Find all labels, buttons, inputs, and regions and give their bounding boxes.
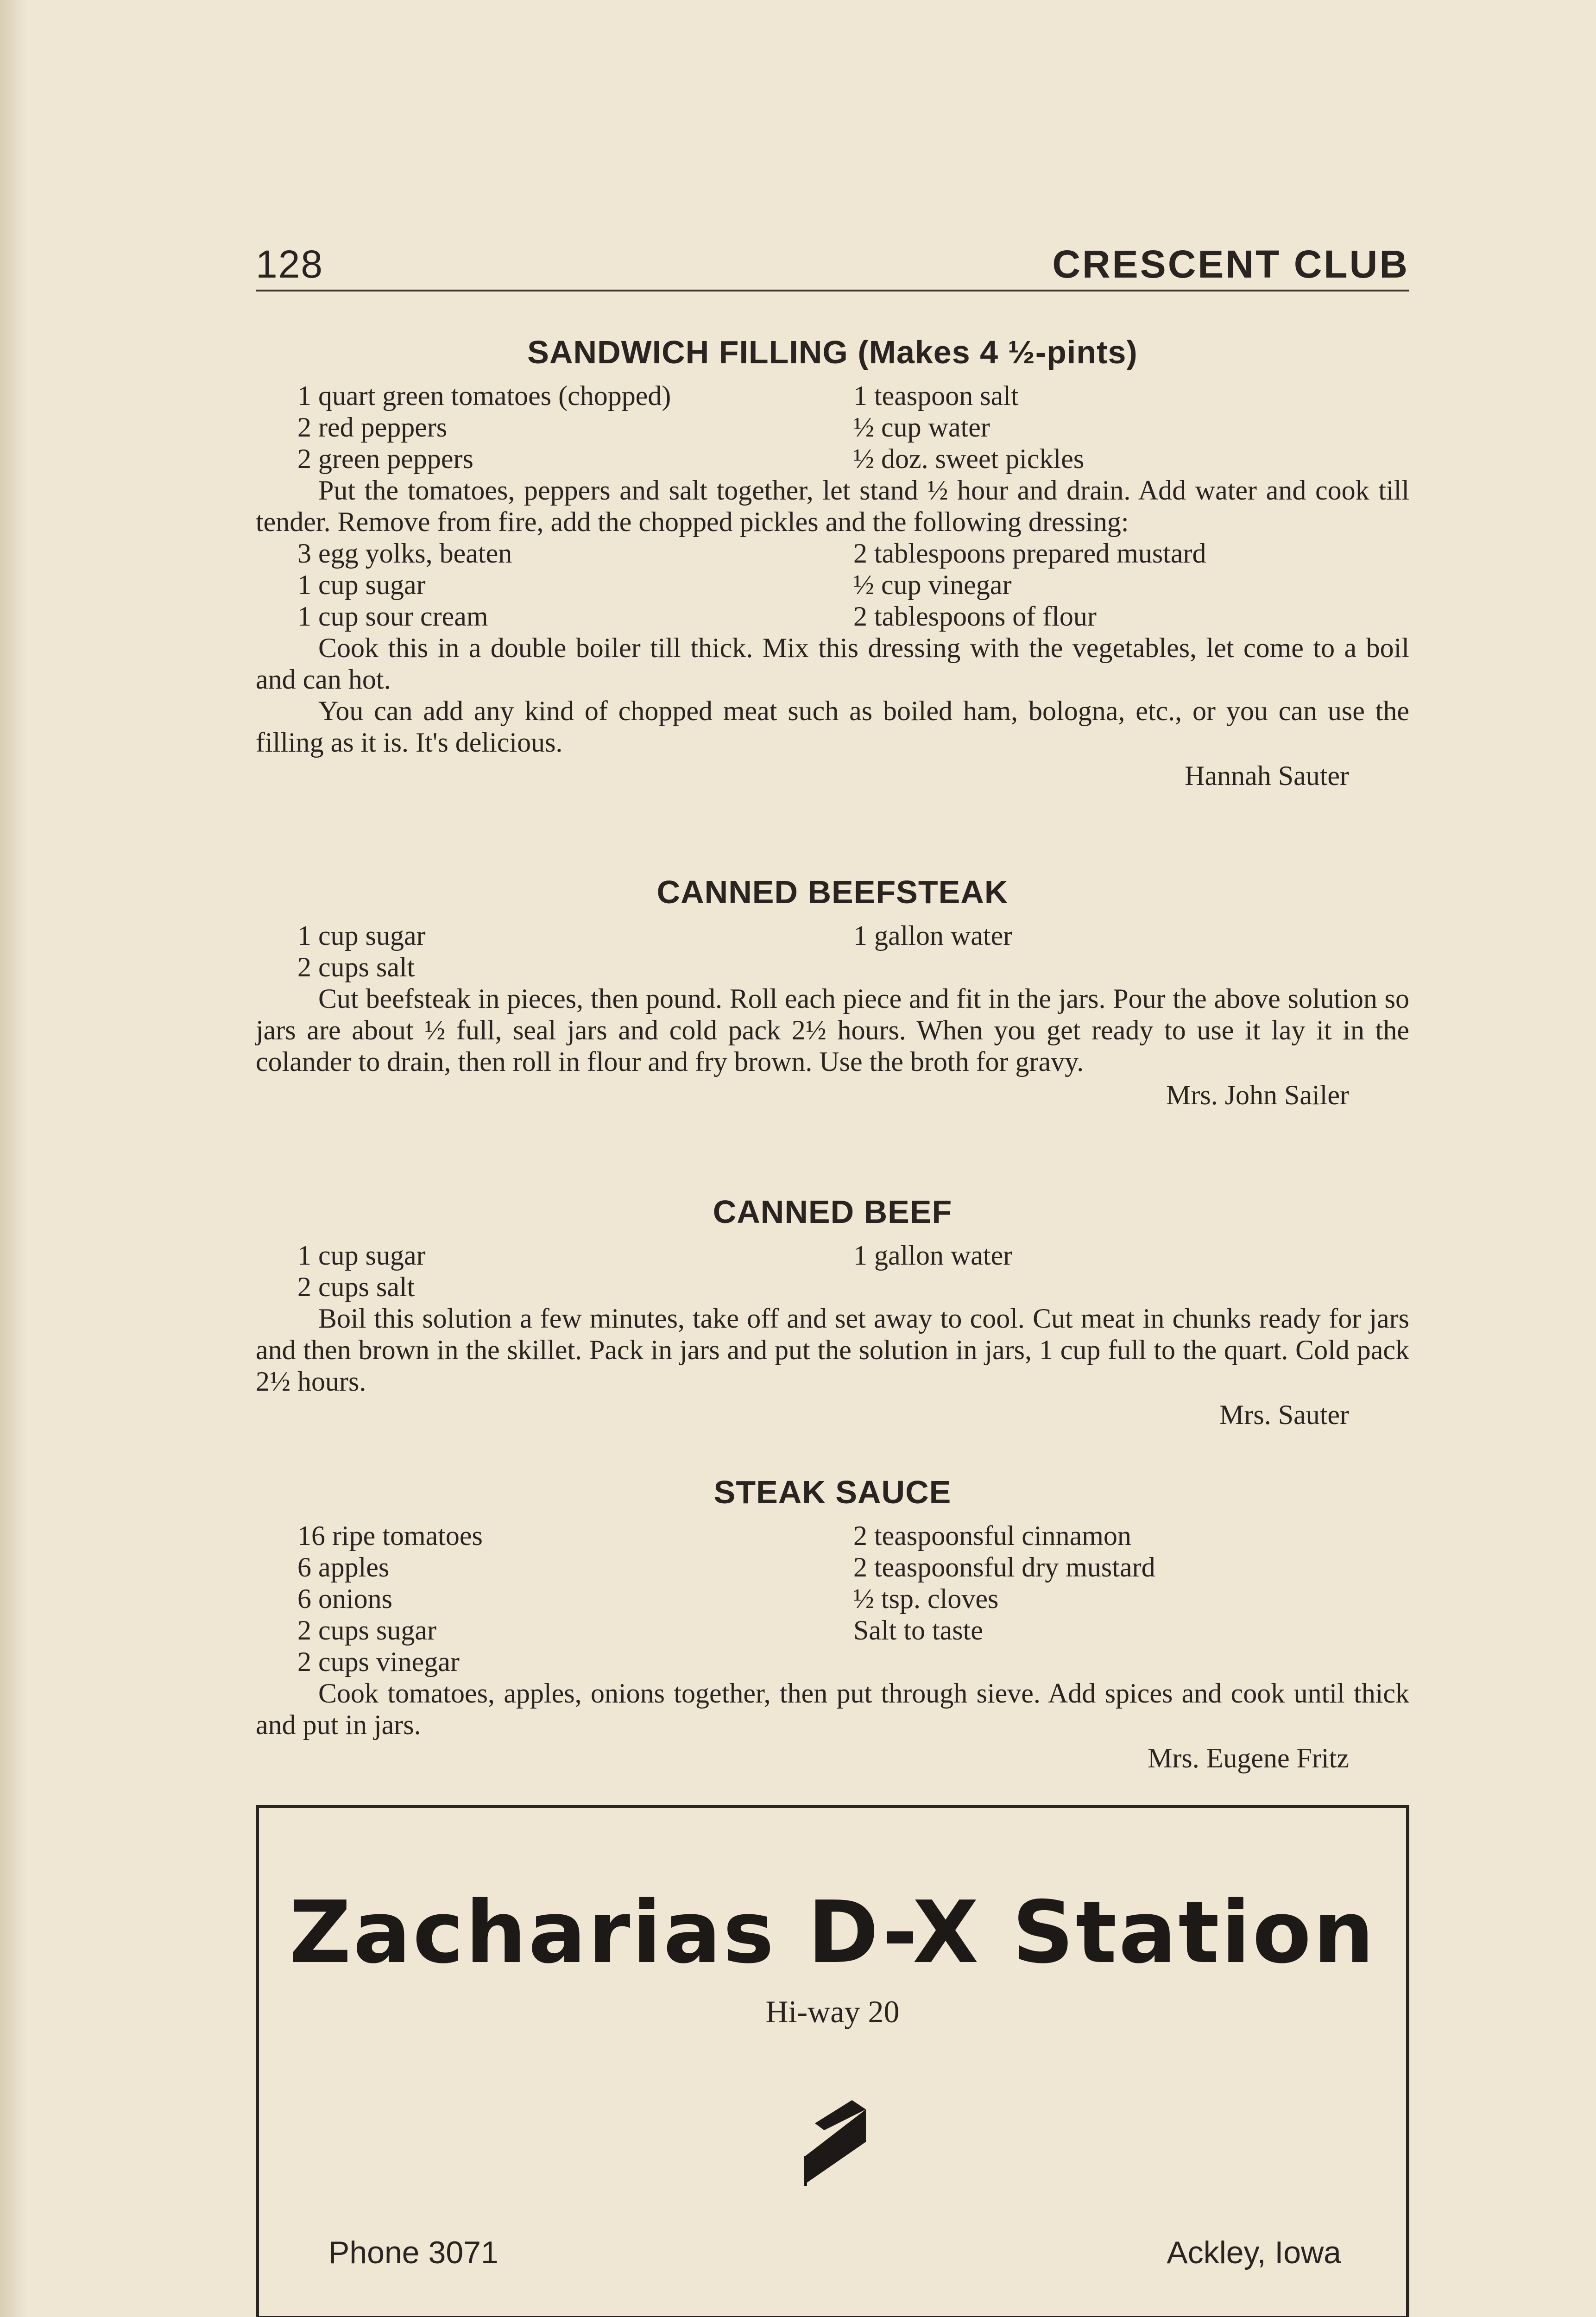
recipe-note: You can add any kind of chopped meat such as boiled ham, bologna, etc., or you can use the filling as it is. It's delicious. <box>256 696 1409 758</box>
page-number: 128 <box>256 242 324 286</box>
page-edge-shadow <box>0 0 28 2317</box>
recipe-title: CANNED BEEFSTEAK <box>656 874 1009 910</box>
ingredient <box>853 1646 1409 1678</box>
ad-phone: Phone 3071 <box>328 2235 498 2270</box>
diamond-logo-icon <box>796 2086 880 2188</box>
ingredient: ½ cup vinegar <box>853 570 1012 600</box>
recipe-steak-sauce <box>256 1474 1409 1774</box>
ingredient: Salt to taste <box>853 1615 983 1646</box>
ingredient: 2 cups salt <box>297 952 415 982</box>
recipe-instructions: Boil this solution a few minutes, take off and set away to cool. Cut meat in chunks ready for jars and then brown in the skillet. Pack in jars and put the solution in jars, 1 cup full to the quart. Cold pack 2½ hours. <box>256 1303 1409 1397</box>
ingredient: 2 red peppers <box>297 412 448 443</box>
ingredient: 2 cups vinegar <box>297 1646 460 1677</box>
recipe-instructions: Put the tomatoes, peppers and salt together, let stand ½ hour and drain. Add water and cook till tender. Remove from fire, add the chopped pickles and the following dressing: <box>256 475 1409 537</box>
ingredient <box>853 1271 1409 1303</box>
ingredient: 3 egg yolks, beaten <box>297 538 512 569</box>
ingredient-list <box>256 1240 1409 1303</box>
recipe-instructions: Cook this in a double boiler till thick. Mix this dressing with the vegetables, let come to a boil and can hot. <box>256 633 1409 695</box>
recipe-sandwich-filling <box>256 334 1409 791</box>
ingredient: 1 teaspoon salt <box>853 380 1019 411</box>
ad-business-name: Zacharias D-X Station <box>289 1882 1376 1982</box>
recipe-instructions: Cut beefsteak in pieces, then pound. Roll each piece and fit in the jars. Pour the above solution so jars are about ½ full, seal jars and cold pack 2½ hours. When you get ready to use it lay it in the colander to drain, then roll in flour and fry brown. Use the broth for gravy. <box>256 983 1409 1077</box>
ingredient <box>853 951 1409 983</box>
ingredient: 6 onions <box>297 1583 393 1614</box>
book-title: CRESCENT CLUB <box>1052 242 1409 286</box>
ad-road: Hi-way 20 <box>765 1994 900 2029</box>
recipe-instructions: Cook tomatoes, apples, onions together, then put through sieve. Add spices and cook until thick and put in jars. <box>256 1678 1409 1740</box>
ingredient: 1 cup sugar <box>297 1240 426 1271</box>
ingredient: 1 quart green tomatoes (chopped) <box>297 380 671 411</box>
ingredient: 2 teaspoonsful cinnamon <box>853 1520 1131 1551</box>
recipe-author: Mrs. Eugene Fritz <box>1148 1743 1349 1773</box>
ingredient: 1 gallon water <box>853 920 1013 951</box>
recipe-author: Mrs. Sauter <box>1219 1399 1349 1430</box>
ingredient-list <box>256 380 1409 475</box>
advertisement-box <box>256 1805 1409 2317</box>
ingredient: 2 teaspoonsful dry mustard <box>853 1552 1155 1583</box>
ingredient: 1 cup sugar <box>297 920 426 951</box>
ingredient: ½ cup water <box>853 412 990 443</box>
running-head <box>256 239 1409 291</box>
ingredient: 1 cup sour cream <box>297 601 488 632</box>
ad-town: Ackley, Iowa <box>1167 2235 1341 2270</box>
ingredient-list <box>256 920 1409 983</box>
recipe-title: SANDWICH FILLING (Makes 4 ½-pints) <box>527 334 1138 370</box>
recipe-author: Mrs. John Sailer <box>1166 1080 1349 1110</box>
recipe-canned-beef <box>256 1193 1409 1431</box>
ingredient: 16 ripe tomatoes <box>297 1520 483 1551</box>
ingredient: 1 cup sugar <box>297 570 426 600</box>
ingredient: ½ doz. sweet pickles <box>853 443 1085 474</box>
ingredient: 2 cups sugar <box>297 1615 436 1646</box>
ingredient-list <box>256 538 1409 632</box>
ingredient: 1 gallon water <box>853 1240 1013 1271</box>
ingredient: 2 cups salt <box>297 1272 415 1302</box>
ingredient: ½ tsp. cloves <box>853 1583 999 1614</box>
ingredient-list <box>256 1520 1409 1678</box>
recipe-canned-beefsteak <box>256 874 1409 1111</box>
ingredient: 2 tablespoons prepared mustard <box>853 538 1206 569</box>
recipe-author: Hannah Sauter <box>1185 760 1349 791</box>
recipe-title: STEAK SAUCE <box>713 1474 952 1510</box>
ingredient: 2 green peppers <box>297 443 473 474</box>
recipe-title: CANNED BEEF <box>713 1194 953 1230</box>
ingredient: 6 apples <box>297 1552 390 1583</box>
ingredient: 2 tablespoons of flour <box>853 601 1097 632</box>
